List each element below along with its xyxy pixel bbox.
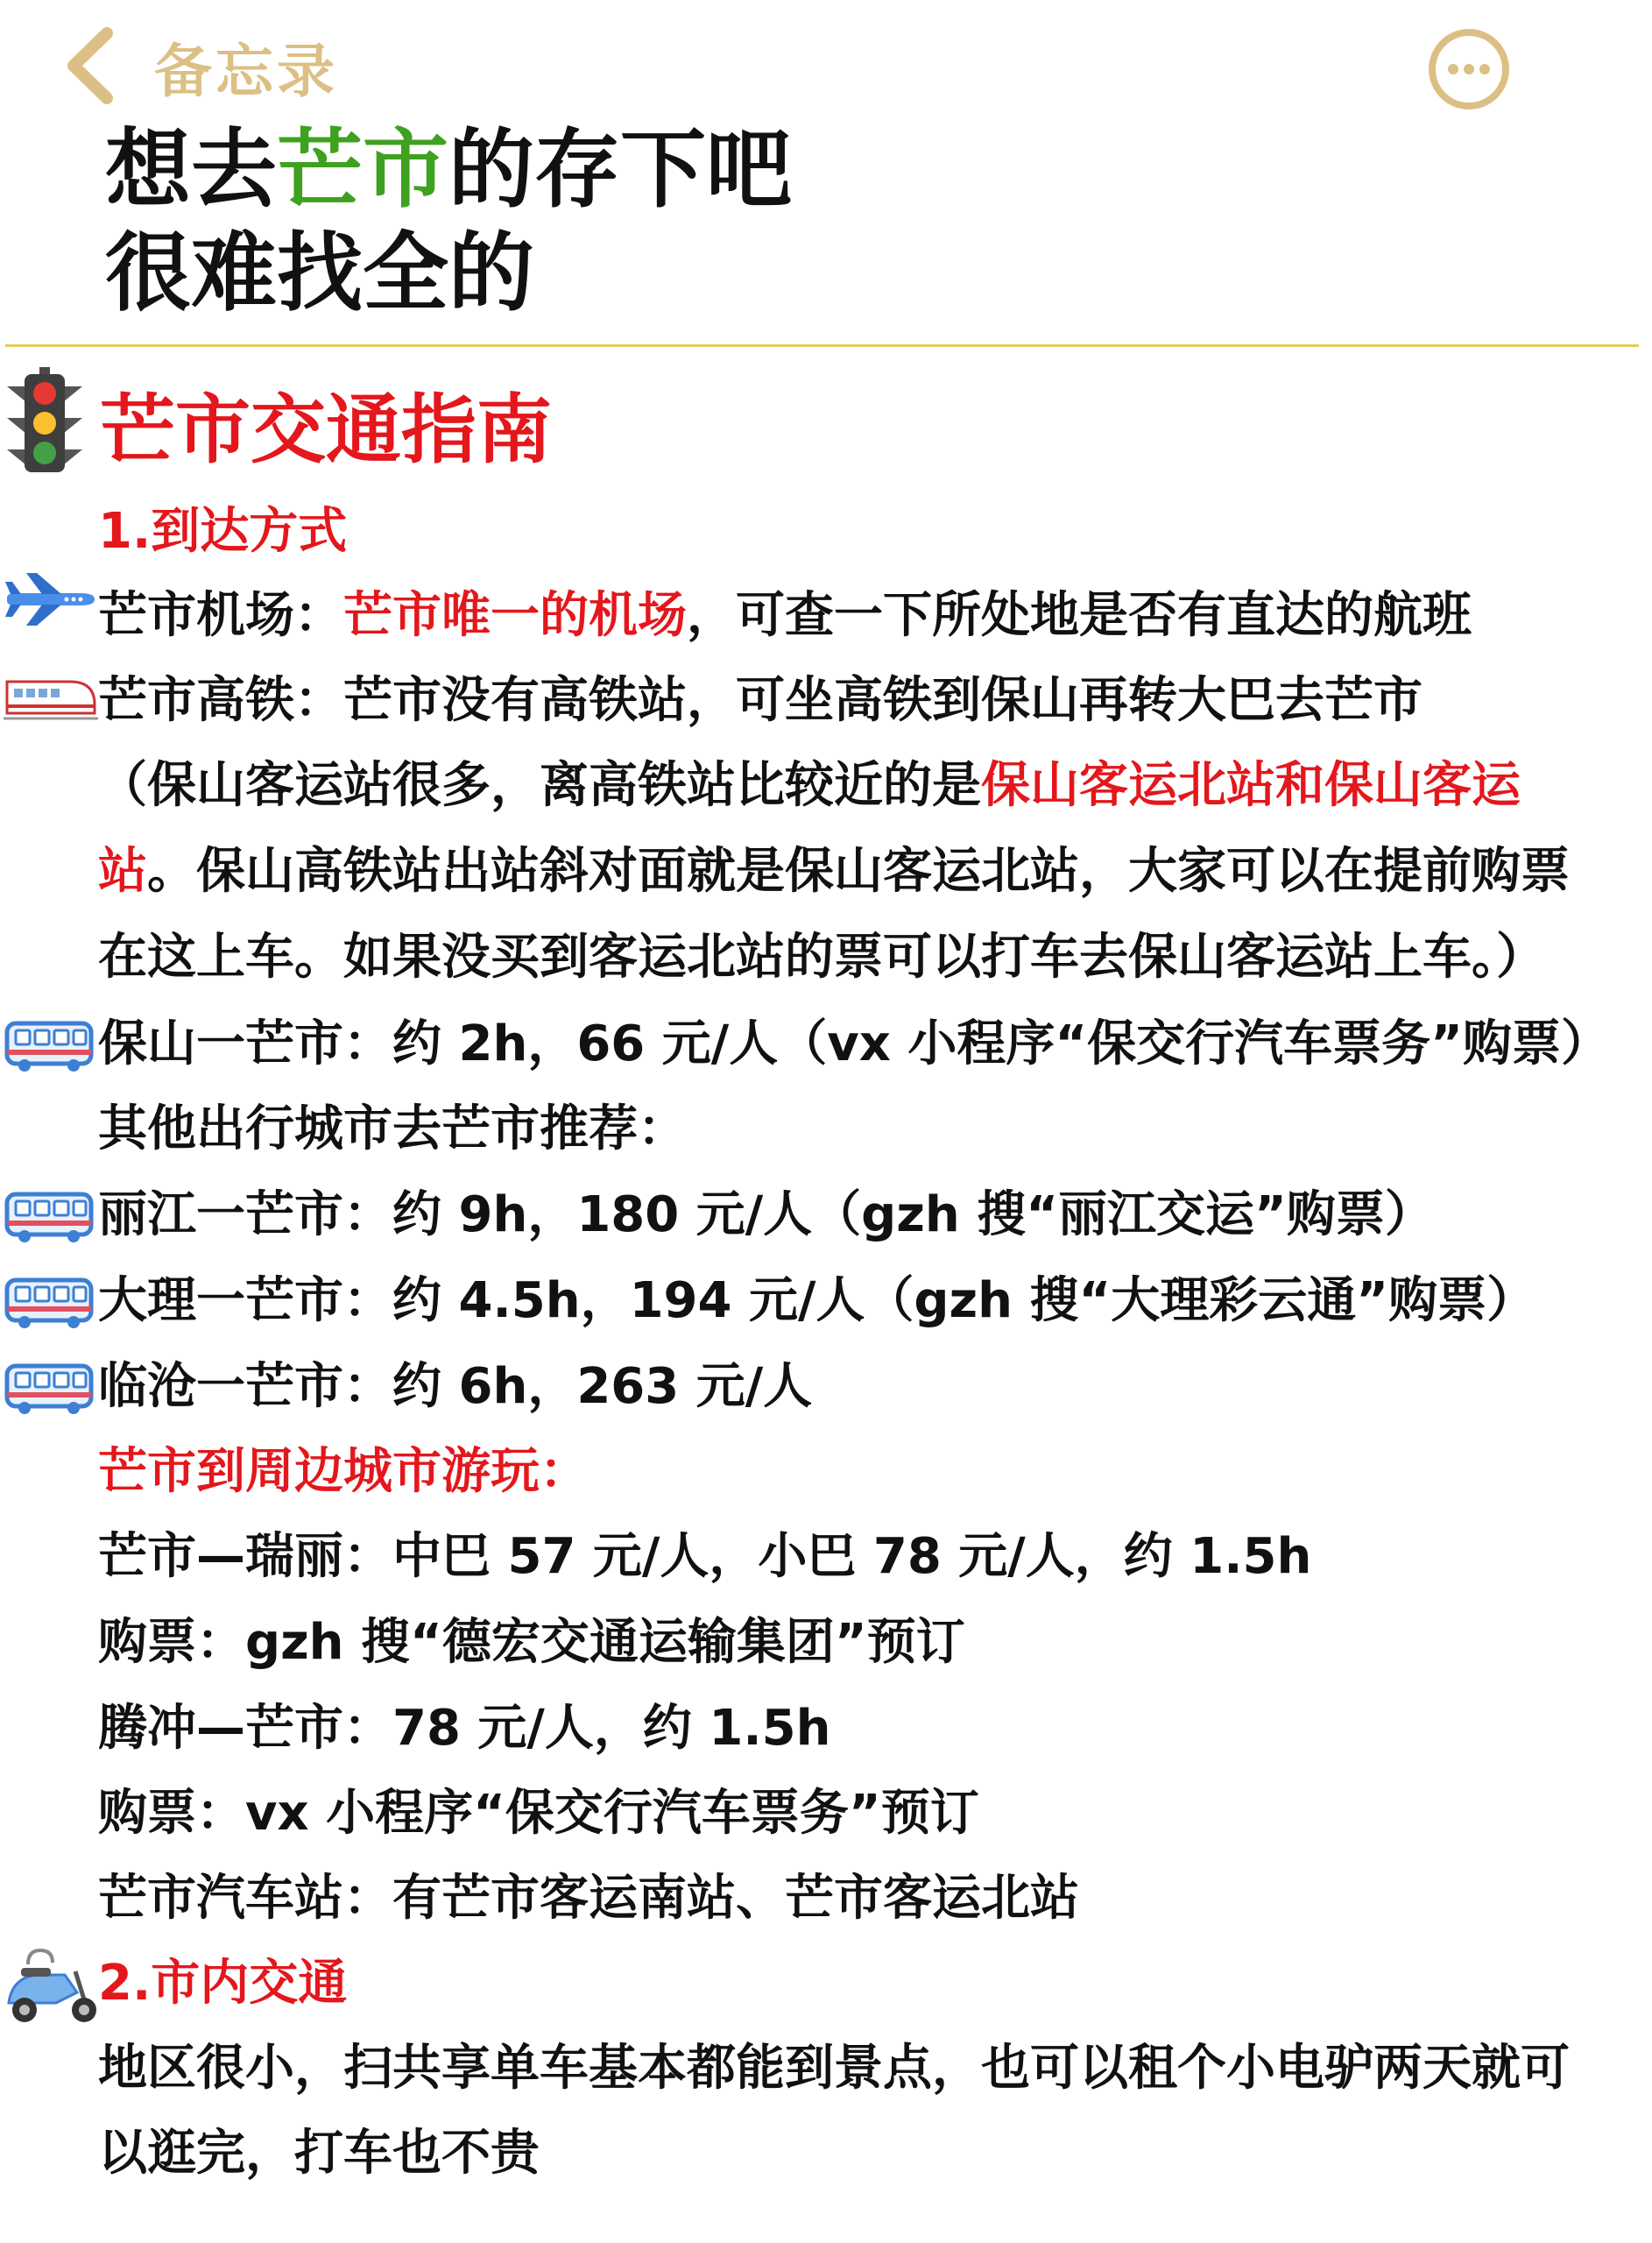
route-lijiang: 丽江一芒市：约 9h，180 元/人（gzh 搜“丽江交运”购票） [98,1186,1434,1243]
nav-bar [0,0,1652,131]
note-title [105,118,792,325]
route-lincang: 临沧一芒市：约 6h，263 元/人 [98,1358,813,1415]
note-highlight: 保山客运北站和保山客运 [981,757,1521,814]
city-text-line-1: 地区很小，扫共享单车基本都能到景点，也可以租个小电驴两天就可 [98,2040,1570,2097]
back-button[interactable] [61,26,338,105]
traffic-light-icon [0,367,89,479]
route-tengchong: 腾冲—芒市：78 元/人，约 1.5h [98,1700,831,1757]
note-line-2 [98,841,1570,902]
train-icon [4,675,98,722]
ellipsis-circle-icon [1426,26,1512,112]
bus-icon [4,1275,95,1333]
train-line: 芒市高铁：芒市没有高铁站，可坐高铁到保山再转大巴去芒市 [98,672,1423,729]
airport-highlight: 芒市唯一的机场 [343,587,687,644]
note-line-1 [98,755,1521,817]
bus-icon [4,1361,95,1419]
note-part: （保山客运站很多，离高铁站比较近的是 [98,757,981,814]
back-label: 备忘录 [154,37,338,105]
note-part: 。保山高铁站出站斜对面就是保山客运北站，大家可以在提前购票 [147,843,1570,900]
title-highlight: 芒市 [277,120,449,220]
airplane-icon [4,571,98,627]
city-text-line-2: 以逛完，打车也不贵 [98,2125,540,2182]
nearby-heading: 芒市到周边城市游玩： [98,1443,589,1500]
route-baoshan: 保山一芒市：约 2h，66 元/人（vx 小程序“保交行汽车票务”购票） [98,1015,1610,1072]
title-part: 想去 [105,120,278,220]
other-cities-label: 其他出行城市去芒市推荐： [98,1100,687,1157]
title-part: 的存下吧 [448,120,793,220]
city-heading: 2.市内交通 [98,1955,348,2012]
ruili-ticket: 购票：gzh 搜“德宏交通运输集团”预订 [98,1614,965,1671]
section-title: 芒市交通指南 [100,386,552,474]
section-header [0,366,552,480]
note-line-3: 在这上车。如果没买到客运北站的票可以打车去保山客运站上车。） [98,929,1545,986]
airport-line [98,585,1472,647]
airport-label: 芒市机场： [98,587,343,644]
route-ruili: 芒市—瑞丽：中巴 57 元/人，小巴 78 元/人，约 1.5h [98,1528,1312,1585]
route-dali: 大理一芒市：约 4.5h，194 元/人（gzh 搜“大理彩云通”购票） [98,1272,1536,1329]
bus-stations: 芒市汽车站：有芒市客运南站、芒市客运北站 [98,1870,1079,1927]
bus-icon [4,1189,95,1247]
title-line-1 [105,118,792,222]
scooter-icon [4,1945,102,2029]
divider [5,344,1639,347]
tengchong-ticket: 购票：vx 小程序“保交行汽车票务”预订 [98,1785,979,1842]
bus-icon [4,1018,95,1076]
note-highlight: 站 [98,843,147,900]
arrival-heading: 1.到达方式 [98,503,348,560]
chevron-left-icon [61,26,121,105]
airport-rest: ，可查一下所处地是否有直达的航班 [687,587,1472,644]
title-line-2: 很难找全的 [105,223,535,323]
more-button[interactable] [1426,26,1512,112]
